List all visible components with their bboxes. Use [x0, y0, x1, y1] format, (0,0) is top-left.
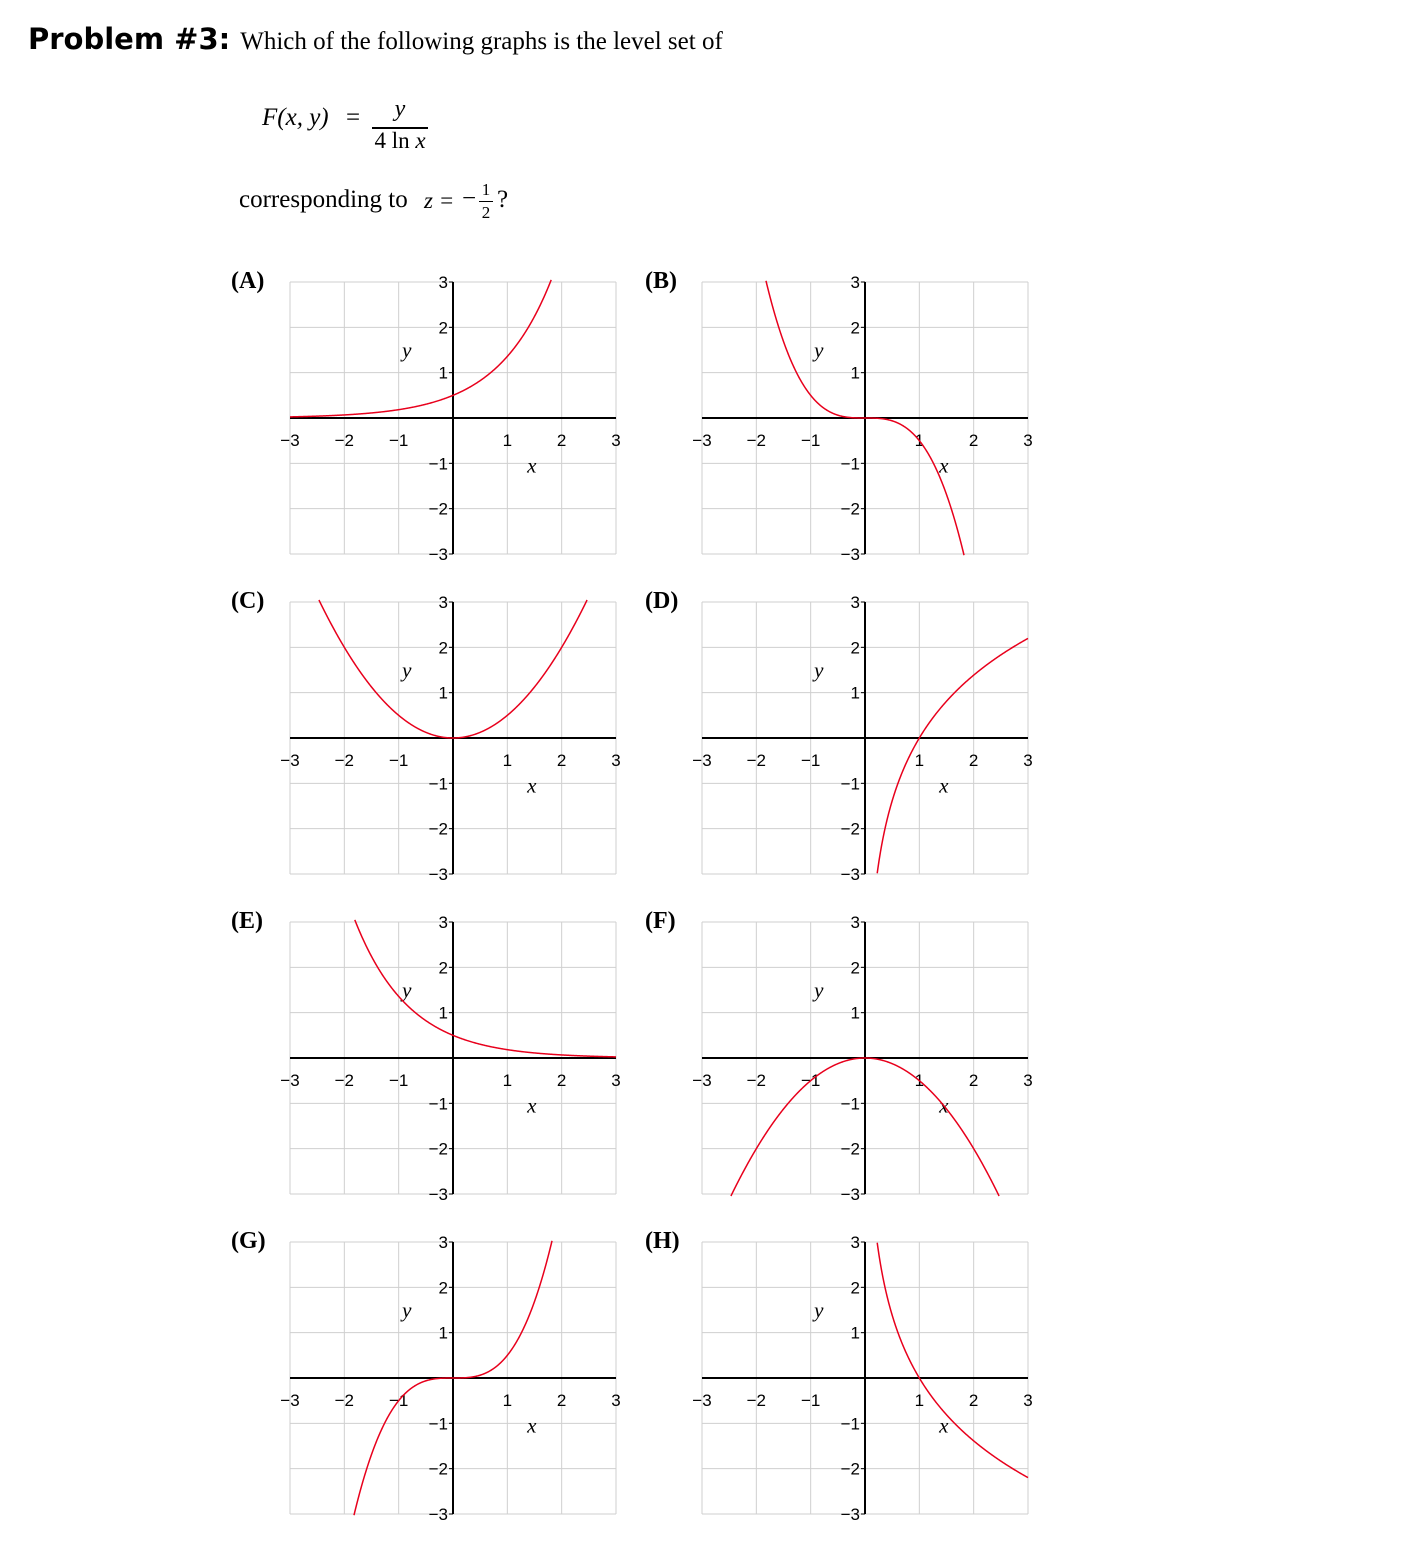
y-tick-label: 3 — [438, 913, 448, 932]
x-tick-label: 3 — [1023, 431, 1033, 450]
graph-a[interactable] — [278, 273, 630, 566]
y-tick-label: −1 — [840, 1094, 860, 1114]
function-lhs: F(x, y) — [262, 104, 329, 131]
level-curve-a — [290, 280, 551, 417]
x-tick-label: −3 — [692, 751, 712, 770]
graph-g[interactable] — [278, 1233, 630, 1526]
x-tick-label: −2 — [334, 751, 355, 770]
y-tick-label: 1 — [438, 1003, 448, 1023]
y-tick-label: 1 — [850, 363, 860, 383]
x-tick-label: 2 — [556, 751, 567, 770]
y-axis-name: y — [814, 977, 824, 1002]
option-label-b[interactable]: (B) — [645, 268, 677, 294]
option-label-h[interactable]: (H) — [645, 1228, 680, 1254]
x-tick-label: −3 — [280, 1391, 300, 1410]
y-tick-label: −2 — [428, 1139, 448, 1159]
y-tick-label: −2 — [428, 819, 448, 839]
x-axis-name: x — [527, 453, 537, 478]
y-tick-label: 2 — [850, 958, 860, 978]
y-tick-label: 2 — [850, 638, 860, 658]
y-tick-label: 1 — [438, 683, 448, 703]
y-tick-label: 2 — [438, 318, 448, 338]
x-tick-label: 3 — [1023, 751, 1033, 770]
x-tick-label: 1 — [914, 431, 925, 450]
level-curve-d — [877, 638, 1028, 873]
x-tick-label: −1 — [800, 751, 821, 770]
condition-numerator: 1 — [481, 180, 491, 199]
y-tick-label: −2 — [428, 1459, 448, 1479]
x-tick-label: 1 — [502, 1071, 513, 1090]
y-tick-label: −1 — [428, 454, 448, 474]
denominator-variable: x — [415, 128, 426, 153]
condition-variable: z = — [424, 188, 455, 213]
y-tick-label: −1 — [840, 1414, 860, 1434]
x-tick-label: 3 — [1023, 1071, 1033, 1090]
x-axis-name: x — [527, 1093, 537, 1118]
y-tick-label: −3 — [840, 1505, 860, 1524]
x-tick-label: −2 — [334, 431, 355, 450]
x-tick-label: 3 — [611, 431, 621, 450]
y-axis-name: y — [814, 657, 824, 682]
condition-text: corresponding to — [239, 186, 408, 213]
y-tick-label: −3 — [840, 1185, 860, 1204]
y-tick-label: −1 — [428, 774, 448, 794]
x-tick-label: 2 — [968, 1071, 979, 1090]
y-tick-label: 2 — [438, 638, 448, 658]
x-tick-label: −1 — [388, 431, 409, 450]
y-tick-label: −3 — [840, 865, 860, 884]
condition-fraction-bar — [479, 201, 493, 202]
y-tick-label: −3 — [840, 545, 860, 564]
graph-b[interactable] — [690, 273, 1042, 566]
x-tick-label: 1 — [502, 431, 513, 450]
x-tick-label: 3 — [611, 1391, 621, 1410]
y-tick-label: −1 — [840, 454, 860, 474]
y-tick-label: 3 — [438, 1233, 448, 1252]
x-tick-label: −1 — [388, 1071, 409, 1090]
option-label-d[interactable]: (D) — [645, 588, 679, 614]
x-tick-label: −2 — [334, 1391, 355, 1410]
problem-label: Problem #3: — [28, 22, 231, 56]
y-tick-label: −1 — [428, 1414, 448, 1434]
condition-minus: − — [462, 185, 477, 212]
y-tick-label: 3 — [438, 273, 448, 292]
x-axis-name: x — [527, 1413, 537, 1438]
x-tick-label: −2 — [746, 431, 767, 450]
condition-question-mark: ? — [497, 186, 509, 213]
x-tick-label: −3 — [692, 1391, 712, 1410]
y-tick-label: −2 — [840, 819, 860, 839]
y-axis-name: y — [402, 657, 412, 682]
x-tick-label: −3 — [280, 1071, 300, 1090]
x-tick-label: 2 — [556, 1071, 567, 1090]
level-curve-h — [877, 1243, 1028, 1478]
y-tick-label: −3 — [428, 1185, 448, 1204]
graph-h[interactable] — [690, 1233, 1042, 1526]
x-tick-label: 1 — [502, 1391, 513, 1410]
x-tick-label: −2 — [334, 1071, 355, 1090]
y-axis-name: y — [814, 337, 824, 362]
y-tick-label: 2 — [438, 958, 448, 978]
fraction-numerator: y — [394, 96, 406, 122]
y-tick-label: −1 — [428, 1094, 448, 1114]
x-axis-name: x — [939, 1413, 949, 1438]
x-tick-label: −1 — [388, 1391, 409, 1410]
level-curve-e — [355, 920, 616, 1057]
option-label-e[interactable]: (E) — [231, 908, 263, 934]
x-tick-label: 3 — [1023, 1391, 1033, 1410]
y-tick-label: −2 — [840, 499, 860, 519]
denominator-coefficient: 4 — [374, 128, 386, 153]
y-tick-label: 1 — [850, 1323, 860, 1343]
x-axis-name: x — [939, 773, 949, 798]
x-tick-label: −2 — [746, 751, 767, 770]
graph-e[interactable] — [278, 913, 630, 1206]
x-tick-label: −3 — [692, 431, 712, 450]
y-tick-label: −2 — [428, 499, 448, 519]
x-tick-label: −2 — [746, 1391, 767, 1410]
y-tick-label: −3 — [428, 865, 448, 884]
x-tick-label: 1 — [914, 1071, 925, 1090]
y-tick-label: 1 — [438, 363, 448, 383]
denominator-function: ln — [391, 128, 410, 153]
x-tick-label: 3 — [611, 1071, 621, 1090]
y-tick-label: 3 — [850, 913, 860, 932]
x-tick-label: 1 — [914, 1391, 925, 1410]
y-tick-label: −3 — [428, 545, 448, 564]
y-tick-label: −2 — [840, 1139, 860, 1159]
x-tick-label: −1 — [800, 1071, 821, 1090]
y-axis-name: y — [402, 977, 412, 1002]
problem-question: Which of the following graphs is the level set of — [240, 28, 723, 55]
y-tick-label: 2 — [438, 1278, 448, 1298]
y-axis-name: y — [402, 337, 412, 362]
y-tick-label: −1 — [840, 774, 860, 794]
y-axis-name: y — [402, 1297, 412, 1322]
x-tick-label: −2 — [746, 1071, 767, 1090]
x-axis-name: x — [939, 1093, 949, 1118]
y-tick-label: 2 — [850, 1278, 860, 1298]
x-axis-name: x — [939, 453, 949, 478]
graph-c[interactable] — [278, 593, 630, 886]
y-tick-label: 3 — [438, 593, 448, 612]
y-tick-label: 3 — [850, 1233, 860, 1252]
x-tick-label: 2 — [556, 1391, 567, 1410]
x-tick-label: −3 — [692, 1071, 712, 1090]
equals-sign: = — [346, 104, 361, 131]
x-tick-label: −1 — [800, 1391, 821, 1410]
condition-denominator: 2 — [481, 203, 491, 222]
fraction-denominator — [372, 128, 428, 154]
x-tick-label: −1 — [800, 431, 821, 450]
y-tick-label: 1 — [438, 1323, 448, 1343]
y-tick-label: 1 — [850, 1003, 860, 1023]
option-label-f[interactable]: (F) — [645, 908, 676, 934]
x-tick-label: 2 — [968, 431, 979, 450]
option-label-c[interactable]: (C) — [231, 588, 265, 614]
x-tick-label: −1 — [388, 751, 409, 770]
option-label-g[interactable]: (G) — [231, 1228, 266, 1254]
x-tick-label: 2 — [968, 1391, 979, 1410]
option-label-a[interactable]: (A) — [231, 268, 265, 294]
graph-d[interactable] — [690, 593, 1042, 886]
y-tick-label: 3 — [850, 273, 860, 292]
x-tick-label: −3 — [280, 751, 300, 770]
y-tick-label: 1 — [850, 683, 860, 703]
problem-heading — [28, 22, 723, 56]
y-tick-label: 2 — [850, 318, 860, 338]
x-tick-label: 1 — [914, 751, 925, 770]
y-tick-label: −2 — [840, 1459, 860, 1479]
x-tick-label: 1 — [502, 751, 513, 770]
x-axis-name: x — [527, 773, 537, 798]
x-tick-label: 3 — [611, 751, 621, 770]
y-tick-label: −3 — [428, 1505, 448, 1524]
x-tick-label: 2 — [968, 751, 979, 770]
graph-f[interactable] — [690, 913, 1042, 1206]
y-tick-label: 3 — [850, 593, 860, 612]
x-tick-label: 2 — [556, 431, 567, 450]
x-tick-label: −3 — [280, 431, 300, 450]
y-axis-name: y — [814, 1297, 824, 1322]
